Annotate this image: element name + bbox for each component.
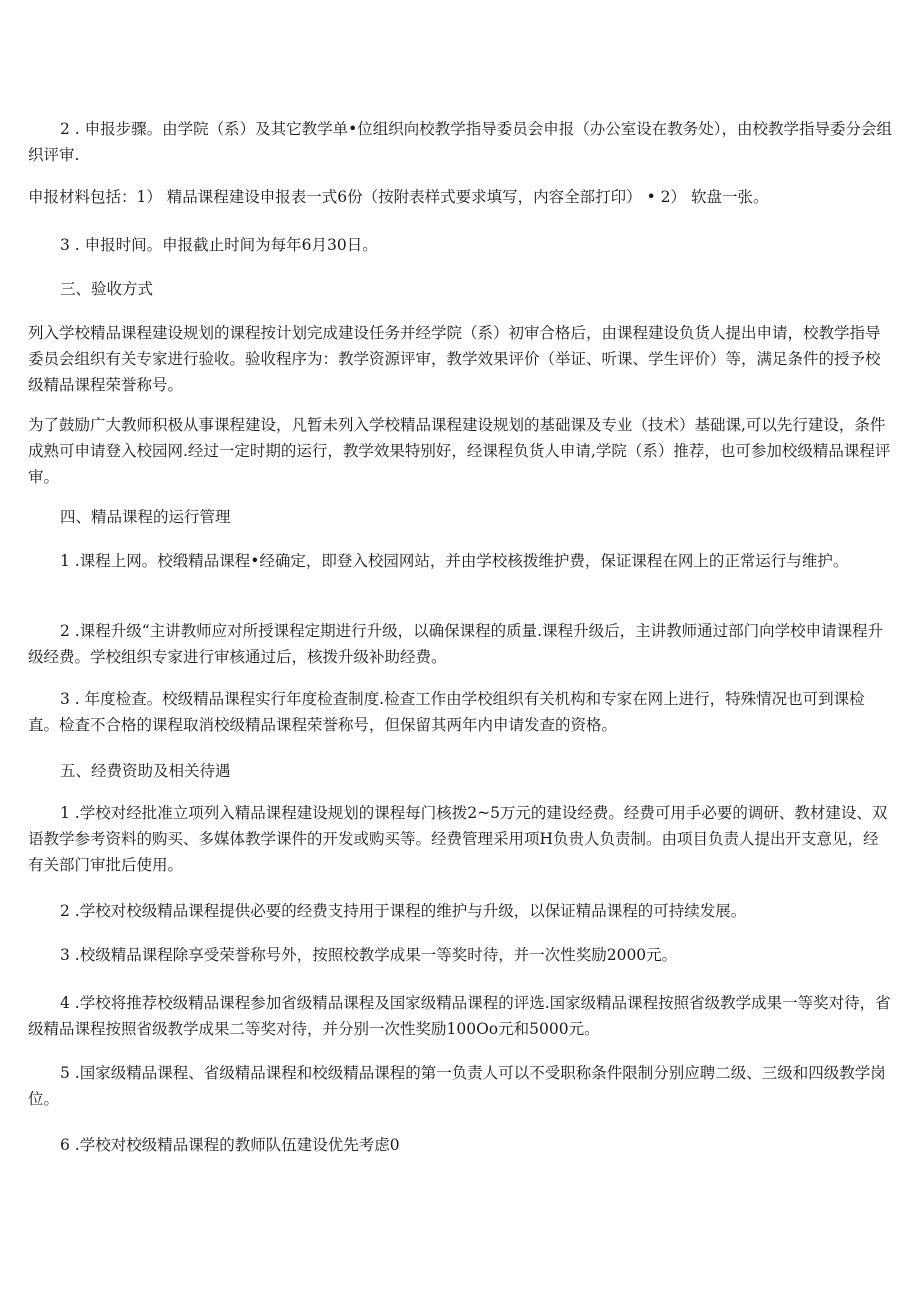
paragraph-funding-4: 4 .学校将推荐校级精品课程参加省级精品课程及国家级精品课程的评选.国家级精品课程按照省级教学成果一等奖对待，省级精品课程按照省级教学成果二等奖对待，并分别一次性奖励100Oo元和5000元。 bbox=[28, 994, 891, 1038]
paragraph-application-materials: 申报材料包括：1） 精品课程建设申报表一式6份（按附表样式要求填写，内容全部打印） • 2） 软盘一张。 bbox=[28, 188, 769, 206]
paragraph-acceptance-method: 列入学校精品课程建设规划的课程按计划完成建设任务并经学院（系）初审合格后，由课程建设负货人提出申请，校教学指导委员会组织有关专家进行验收。验收程序为：教学资源评审，教学效果评价（举证、听课、学生评价）等，满足条件的授予校级精品课程荣誉称号。 bbox=[28, 324, 881, 394]
paragraph-course-online: 1 .课程上网。校缎精品课程•经确定，即登入校园网站，并由学校核拨维护费，保证课程在网上的正常运行与维护。 bbox=[60, 552, 849, 570]
section-heading-funding: 五、经费资助及相关待遇 bbox=[60, 762, 231, 780]
paragraph-course-upgrade: 2 .课程升级“主讲教师应对所授课程定期进行升级，以确保课程的质量.课程升级后，主讲教师通过部门向学校申请课程升级经费。学校组织专家进行审核通过后，核拨升级补助经费。 bbox=[28, 622, 884, 666]
paragraph-funding-6: 6 .学校对校级精品课程的教师队伍建设优先考虑0 bbox=[60, 1136, 400, 1154]
section-heading-operation: 四、精品课程的运行管理 bbox=[60, 508, 231, 526]
paragraph-encouragement: 为了鼓励广大教师积极从事课程建设，凡暂未列入学校精品课程建设规划的基础课及专业（技术）基础课,可以先行建设，条件成熟可申请登入校园网.经过一定时期的运行，教学效果特别好，经课程负货人申请,学院（系）推荐，也可参加校级精品课程评审。 bbox=[28, 416, 891, 486]
section-heading-acceptance: 三、验收方式 bbox=[60, 280, 154, 298]
paragraph-annual-check: 3 . 年度检查。校级精品课程实行年度检查制度.检查工作由学校组织有关机构和专家在网上进行，特殊情况也可到课检直。检査不合格的课程取消校级精品课程荣誉称号，但保留其两年内申请发查的资格。 bbox=[28, 690, 865, 734]
paragraph-funding-5: 5 .国家级精品课程、省级精品课程和校级精品课程的第一负责人可以不受职称条件限制分别应聘二级、三级和四级教学岗位。 bbox=[28, 1064, 886, 1108]
paragraph-application-time: 3 . 申报时间。申报截止时间为每年6月30日。 bbox=[60, 236, 378, 254]
paragraph-funding-3: 3 .校级精品课程除享受荣誉称号外，按照校教学成果一等奖时待，并一次性奖励2000元。 bbox=[60, 946, 678, 964]
paragraph-funding-1: 1 .学校对经批准立项列入精品课程建设规划的课程每门核拨2~5万元的建设经费。经费可用手必要的调研、教材建设、双语教学参考资料的购买、多媒体教学课件的开发或购买等。经费管理采用项H负贵人负责制。由项目负责人提出开支意见，经有关部门审批后使用。 bbox=[28, 804, 888, 874]
paragraph-funding-2: 2 .学校对校级精品课程提供必要的经费支持用于课程的维护与升级，以保证精品课程的可持续发展。 bbox=[60, 902, 747, 920]
paragraph-application-steps: 2 . 申报步骤。由学院（系）及其它教学单•位组织向校教学指导委员会申报（办公室设在教务处），由校教学指导委分会组织评审. bbox=[28, 120, 893, 164]
